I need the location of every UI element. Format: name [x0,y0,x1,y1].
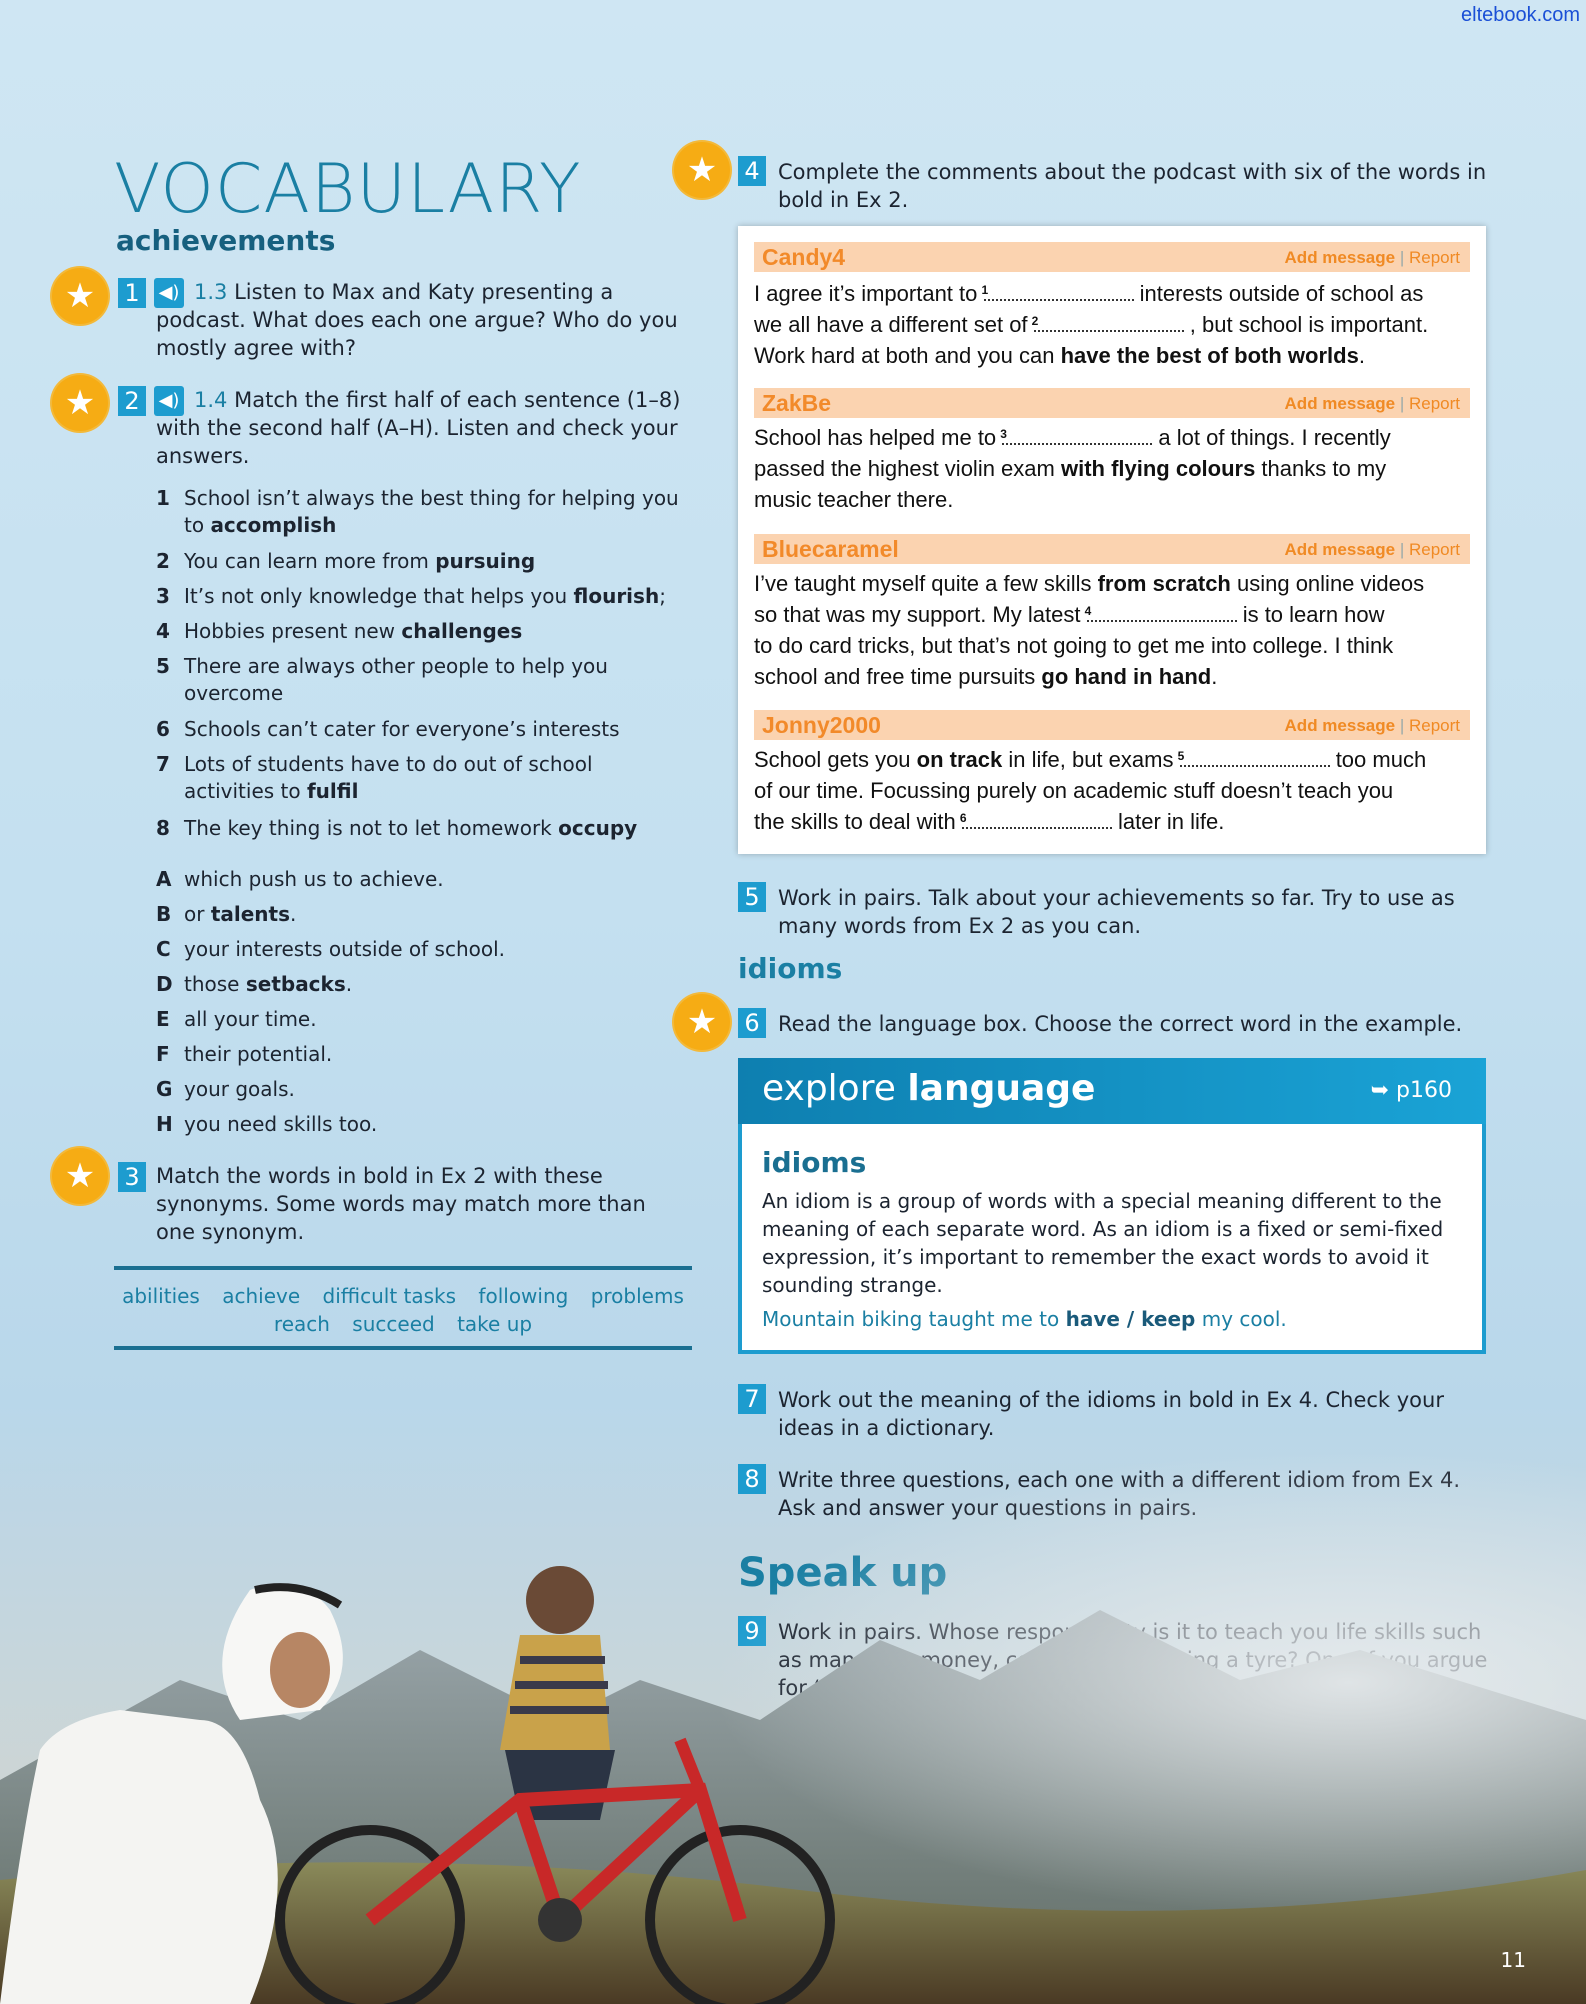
post-body: I agree it’s important to 1 interests outside of school as we all have a different set of 2 , but school is important. Work hard at both and you can have the best of both worlds. [754,281,1429,368]
star-icon: ★ [674,142,730,198]
ending-item: F their potential. [156,1042,333,1066]
report-link[interactable]: Report [1408,540,1460,559]
add-message-link[interactable]: Add message [1284,248,1396,267]
exercise-number: 5 [738,882,766,912]
post-username: Jonny2000 [762,712,881,738]
post-header: Bluecaramel Add message | Report [754,534,1470,564]
word-chip: following [478,1284,569,1308]
sentence-item: 6 Schools can’t cater for everyone’s interests [156,717,620,741]
exercise-7-text: Work out the meaning of the idioms in bold in Ex 4. Check your [778,1388,1444,1412]
speaker-icon[interactable]: ◀) [154,386,184,416]
post-username: Bluecaramel [762,536,899,562]
add-message-link[interactable]: Add message [1284,716,1396,735]
ending-item: H you need skills too. [156,1112,378,1136]
post-body: School gets you on track in life, but exams 5 too much of our time. Focussing purely on academic stuff doesn’t teach you the skills to deal with 6 later in life. [754,747,1427,834]
star-icon: ★ [52,375,108,431]
exercise-number: 4 [738,156,766,186]
exercise-number: 2 [118,386,146,416]
add-message-link[interactable]: Add message [1284,394,1396,413]
comments-card [738,226,1486,854]
site-link[interactable]: eltebook.com [1461,4,1580,26]
report-link[interactable]: Report [1408,716,1460,735]
idioms-heading: idioms [738,952,843,985]
explore-language-title: explore language [762,1068,1096,1109]
word-choice[interactable]: have / keep [1065,1307,1196,1331]
page-reference-link[interactable]: ➥ p160 [1370,1078,1452,1103]
word-chip: abilities [122,1284,200,1308]
star-icon: ★ [674,994,730,1050]
exercise-2-instruction [156,386,696,470]
photo-boy-on-bicycle [0,1420,1586,2004]
speaker-icon[interactable]: ◀) [154,278,184,308]
add-message-link[interactable]: Add message [1284,540,1396,559]
word-chip: succeed [352,1312,435,1336]
word-chip: difficult tasks [322,1284,457,1308]
section-subtitle: achievements [116,224,336,257]
exercise-number: 1 [118,278,146,308]
ending-item: B or talents. [156,902,297,926]
sentence-item: 4 Hobbies present new challenges [156,619,523,643]
explore-paragraph: An idiom is a group of words with a special meaning different to the meaning of each separate word. As an idiom is a fixed or semi-fixed expression, it’s important to remember the exact words to avoid it sounding strange. [762,1189,1444,1297]
ending-item: A which push us to achieve. [156,867,444,891]
exercise-number: 6 [738,1008,766,1038]
post-body: School has helped me to 3 a lot of things. I recently passed the highest violin exam with flying colours thanks to my music teacher there. [754,425,1391,512]
explore-language-body [762,1146,1462,1331]
word-row [114,1310,692,1338]
ending-item: D those setbacks. [156,972,353,996]
exercise-number: 3 [118,1162,146,1192]
sentence-item: 7 Lots of students have to do out of school activities to fulfil [156,752,593,803]
post-header: Jonny2000 Add message | Report [754,710,1470,740]
word-row [114,1282,692,1310]
star-icon: ★ [52,1148,108,1204]
answer-gap[interactable]: 1 [984,287,1134,301]
synonym-word-box [114,1266,692,1350]
exercise-2-text: Match the first half of each sentence (1–8) with the second half (A–H). Listen and check your answers. [156,388,681,468]
exercise-3-text: Match the words in bold in Ex 2 with these synonyms. Some words may match more than one synonym. [156,1164,646,1244]
sentence-item: 5 There are always other people to help you overcome [156,654,608,705]
page-title: VOCABULARY [114,150,582,229]
exercise-6-text: Read the language box. Choose the correct word in the example. [778,1012,1463,1036]
post-header: ZakBe Add message | Report [754,388,1470,418]
ending-item: C your interests outside of school. [156,937,506,961]
post-username: ZakBe [762,390,832,416]
explore-example: Mountain biking taught me to have / keep my cool. [762,1307,1287,1331]
exercise-1-text: Listen to Max and Katy presenting a podcast. What does each one argue? Who do you mostly agree with? [156,280,678,360]
star-icon: ★ [52,268,108,324]
exercise-number: 7 [738,1384,766,1414]
ending-item: G your goals. [156,1077,295,1101]
explore-language-box [738,1058,1486,1354]
sentence-item: 2 You can learn more from pursuing [156,549,536,573]
exercise-4-text: Complete the comments about the podcast with six of the words in bold in Ex 2. [778,160,1487,212]
ending-item: E all your time. [156,1007,317,1031]
exercise-5-text: Work in pairs. Talk about your achievements so far. Try to use as many words from Ex 2 as you can. [778,886,1455,938]
word-chip: reach [273,1312,330,1336]
post-username: Candy4 [762,244,846,270]
answer-gap[interactable]: 4 [1087,608,1237,622]
word-chip: problems [590,1284,684,1308]
report-link[interactable]: Report [1408,248,1460,267]
sentence-item: 8 The key thing is not to let homework occupy [156,816,638,840]
report-link[interactable]: Report [1408,394,1460,413]
word-chip: take up [457,1312,533,1336]
page-number: 11 [1500,1948,1526,1972]
post-header: Candy4 Add message | Report [754,242,1470,272]
answer-gap[interactable]: 5 [1180,753,1330,767]
explore-heading: idioms [762,1146,867,1179]
audio-track-code: 1.3 [194,280,228,304]
answer-gap[interactable]: 2 [1034,318,1184,332]
exercise-1-instruction [156,278,696,362]
word-chip: achieve [222,1284,301,1308]
answer-gap[interactable]: 6 [962,815,1112,829]
sentence-item: 3 It’s not only knowledge that helps you flourish; [156,584,666,608]
audio-track-code: 1.4 [194,388,228,412]
sentence-item: 1 School isn’t always the best thing for helping you to accomplish [156,486,679,537]
post-body: I’ve taught myself quite a few skills from scratch using online videos so that was my support. My latest 4 is to learn how to do card tricks, but that’s not going to get me into college. I think school and free time pursuits go hand in hand. [754,571,1425,689]
answer-gap[interactable]: 3 [1002,431,1152,445]
explore-language-header [738,1058,1486,1124]
